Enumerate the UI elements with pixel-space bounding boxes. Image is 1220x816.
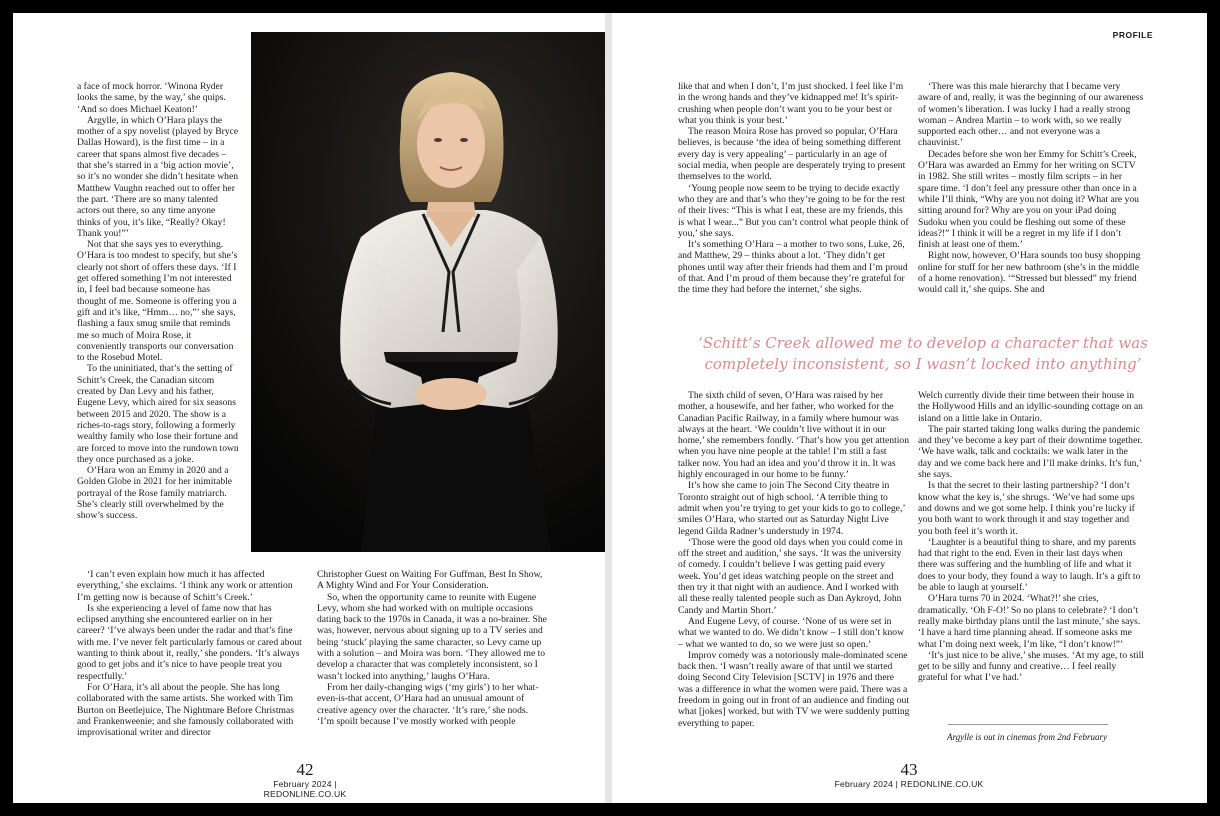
paragraph: a face of mock horror. ‘Winona Ryder looks the same, by the way,’ she quips. ‘And so does Michael Keaton!’ — [77, 81, 226, 115]
paragraph: Is she experiencing a level of fame now that has eclipsed anything she encountered earlier on in her career? ‘I’ve always been under the radar and that’s fine with me. I’ve never felt particularly famous or cared about wanting to think about it, really,’ she ponders. ‘It’s always good to get jobs and it’s nice to have people treat you respectfully.’ — [77, 602, 302, 682]
paragraph: Right now, however, O’Hara sounds too busy shopping online for stuff for her new bathroom (she’s in the middle of a home renovation). ‘“Stressed but blessed” my friend would call it,’ she quips. She and — [918, 250, 1141, 296]
paragraph: Improv comedy was a notoriously male-dominated scene back then. ‘I wasn’t really aware of that until we started doing Second City Television [SCTV] in 1976 and there was a difference in what the women were paid. There was a freedom in going out in front of an audience and finding out what [jokes] worked, but with TV we were suddenly putting everything to paper. — [678, 649, 910, 729]
left-page — [13, 13, 605, 803]
paragraph: Christopher Guest on Waiting For Guffman, Best In Show, A Mighty Wind and For Your Consideration. — [317, 569, 543, 592]
paragraph: ‘Laughter is a beautiful thing to share, and my parents had that right to the end. Even in their last days when there was suffering and the humbling of life and what it does to your body, they found a way to laugh. It’s a gift to be able to laugh at yourself.’ — [918, 536, 1141, 594]
spread-gutter — [605, 13, 612, 803]
article-column-3 — [678, 81, 910, 296]
page-number: 42 — [296, 760, 314, 779]
paragraph: And Eugene Levy, of course. ‘None of us were set in what we wanted to do. We didn’t know – I still don’t know – what we wanted to do, so we were just so open.’ — [678, 615, 904, 650]
pull-quote: ‘Schitt’s Creek allowed me to develop a character that was completely inconsistent, so I wasn’t locked into anything’ — [698, 334, 1148, 373]
paragraph: ‘It’s just nice to be alive,’ she muses. ‘At my age, to still get to be silly and funny and creative… I feel really grateful for what I’ve had.’ — [918, 649, 1144, 684]
section-label: PROFILE — [1112, 30, 1153, 40]
right-page — [612, 13, 1207, 803]
paragraph: ‘I can’t even explain how much it has affected everything,’ she exclaims. ‘I think any work or attention I’m getting now is because of Schitt’s Creek.’ — [77, 569, 293, 603]
page-number: 43 — [900, 760, 918, 779]
paragraph: The sixth child of seven, O’Hara was raised by her mother, a housewife, and her father, who worked for the Canadian Pacific Railway, in a family where humour was always at the heart. ‘We couldn’t live without it in our home,’ she remembers fondly. ‘That’s how you get attention when you have nine people at the table! I’m still a fast talker now. You had an idea and you’d throw it in. It was highly encouraged in our home to be funny.’ — [678, 390, 909, 481]
right-folio — [834, 761, 984, 789]
paragraph: The reason Moira Rose has proved so popular, O’Hara believes, is because ‘the idea of being something different every day is very appealing’ – particularly in an age of social media, when people are desperately trying to present themselves to the world. — [678, 126, 906, 183]
issue-and-website: February 2024 | REDONLINE.CO.UK — [834, 779, 984, 789]
left-folio — [235, 761, 375, 799]
article-column-5 — [678, 390, 910, 729]
paragraph: For O’Hara, it’s all about the people. She has long collaborated with the same artists. She worked with Tim Burton on Beetlejuice, The Nightmare Before Christmas and Frankenweenie; and she famously collaborated with improvisational writer and director — [77, 681, 294, 739]
article-column-1-bottom — [77, 569, 302, 738]
release-note: Argylle is out in cinemas from 2nd February — [946, 732, 1108, 742]
article-column-6 — [918, 390, 1144, 684]
paragraph: So, when the opportunity came to reunite with Eugene Levy, whom she had worked with on multiple occasions dating back to the 1970s in Canada, it was a no-brainer. She was, however, nervous about signing up to a TV series and being ‘stuck’ playing the same character, so Levy came up with a solution – and Moira was born. ‘They allowed me to develop a character that was completely inconsistent, so I wasn’t locked into anything,’ laughs O’Hara. — [317, 591, 547, 682]
paragraph: From her daily-changing wigs (‘my girls’) to her what-even-is-that accent, O’Hara had an unusual amount of creative agency over the character. ‘It’s rare,’ she nods. ‘I’m spoilt because I’ve mostly worked with people — [317, 681, 539, 727]
article-column-1 — [77, 81, 239, 522]
article-column-2 — [317, 569, 547, 727]
paragraph: To the uninitiated, that’s the setting of Schitt’s Creek, the Canadian sitcom created by Dan Levy and his father, Eugene Levy, which aired for six seasons between 2015 and 2020. The show is a riches-to-rags story, following a formerly wealthy family who lose their fortune and are forced to move into the rundown town they once purchased as a joke. — [77, 363, 239, 465]
paragraph: ‘Young people now seem to be trying to decide exactly who they are and that’s who they’re going to be for the rest of their lives: “This is what I eat, these are my friends, this is what I wear...” But you can’t control what people think of you,’ she says. — [678, 182, 909, 239]
paragraph: Argylle, in which O’Hara plays the mother of a spy novelist (played by Bryce Dallas Howard), is the first time – in a career that spans almost five decades – that she’s starred in a ‘big action movie’, so it’s no wonder she didn’t hesitate when Matthew Vaughn reached out to offer her the part. ‘There are so many talented actors out there, so any time anyone thinks of you, it’s like, “Really? Okay! Thank you!”’ — [77, 114, 239, 239]
paragraph: Not that she says yes to everything. O’Hara is too modest to specify, but she’s clearly not short of offers these days. ‘If I get offered something I’m not interested in, I feel bad because someone has thought of me. Someone is offering you a gift and it’s like, “Hmm… no,”’ she says, flashing a faux smug smile that reminds me so much of Moira Rose, it conveniently transports our conversation to the Rosebud Motel. — [77, 239, 238, 364]
paragraph: like that and when I don’t, I’m just shocked. I feel like I’m in the wrong hands and they’ve kidnapped me! It’s spirit-crushing when people don’t want you to be your best or what you think is your best.’ — [678, 81, 904, 126]
paragraph: O’Hara won an Emmy in 2020 and a Golden Globe in 2021 for her inimitable portrayal of the Rose family matriarch. She’s clearly still overwhelmed by the show’s success. — [77, 465, 233, 522]
paragraph: ‘Those were the good old days when you could come in off the street and audition,’ she says. ‘It was the university of comedy. I couldn’t believe I was getting paid every week. You’d get ideas watching people on the street and then try it that night with an audience. And I worked with all these really talented people such as Dan Aykroyd, John Candy and Martin Short.’ — [678, 536, 903, 616]
paragraph: It’s how she came to join The Second City theatre in Toronto straight out of high school. ‘A terrible thing to admit when you’re trying to get your kids to go to college,’ smiles O’Hara, who started out as Saturday Night Live legend Gilda Radner’s understudy in 1974. — [678, 480, 905, 537]
paragraph: It’s something O’Hara – a mother to two sons, Luke, 26, and Matthew, 29 – thinks about a lot. ‘They didn’t get phones until way after their friends had them and I’m proud of that. And I’m proud of them because they’re grateful for the time they had before the internet,’ she sighs. — [678, 239, 908, 296]
issue-and-website: February 2024 | REDONLINE.CO.UK — [263, 779, 347, 799]
paragraph: ‘There was this male hierarchy that I became very aware of and, really, it was the beginning of our awareness of women’s liberation. I was lucky I had a really strong woman – Andrea Martin – to work with, so we really supported each other… and not everyone was a chauvinist.’ — [918, 81, 1144, 149]
portrait-photo — [251, 32, 605, 552]
paragraph: Decades before she won her Emmy for Schitt’s Creek, O’Hara was awarded an Emmy for her writing on SCTV in 1982. She still writes – mostly film scripts – in her spare time. ‘I don’t feel any pressure other than once in a while I’ll think, “Why are you not doing it? What are you sitting around for? Why are you on your iPad doing Sudoku when you could be fleshing out some of these ideas?!” I think it will be a regret in my life if I don’t finish at least one of them.’ — [918, 148, 1139, 251]
paragraph: The pair started taking long walks during the pandemic and they’ve become a key part of their downtime together. ‘We have walk, talk and cocktails: we walk later in the day and we come back here and I’ll make drinks. It’s fun,’ she says. — [918, 423, 1143, 481]
article-column-4 — [918, 81, 1144, 296]
paragraph: Welch currently divide their time between their house in the Hollywood Hills and an idyllic-sounding cottage on an island on a little lake in Ontario. — [918, 390, 1143, 424]
paragraph: Is that the secret to their lasting partnership? ‘I don’t know what the key is,’ she shrugs. ‘We’ve had some ups and downs and we got some help. I think you’re lucky if you both want to work through it and stay together and you both feel it’s worth it. — [918, 480, 1135, 537]
end-rule-divider — [948, 724, 1108, 725]
paragraph: O’Hara turns 70 in 2024. ‘What?!’ she cries, dramatically. ‘Oh F-O!’ So no plans to celebrate? ‘I don’t really make birthday plans until the last minute,’ she says. ‘I have a hard time planning ahead. If someone asks me what I’m doing next week, I’m like, “I don’t know!”’ — [918, 593, 1141, 650]
